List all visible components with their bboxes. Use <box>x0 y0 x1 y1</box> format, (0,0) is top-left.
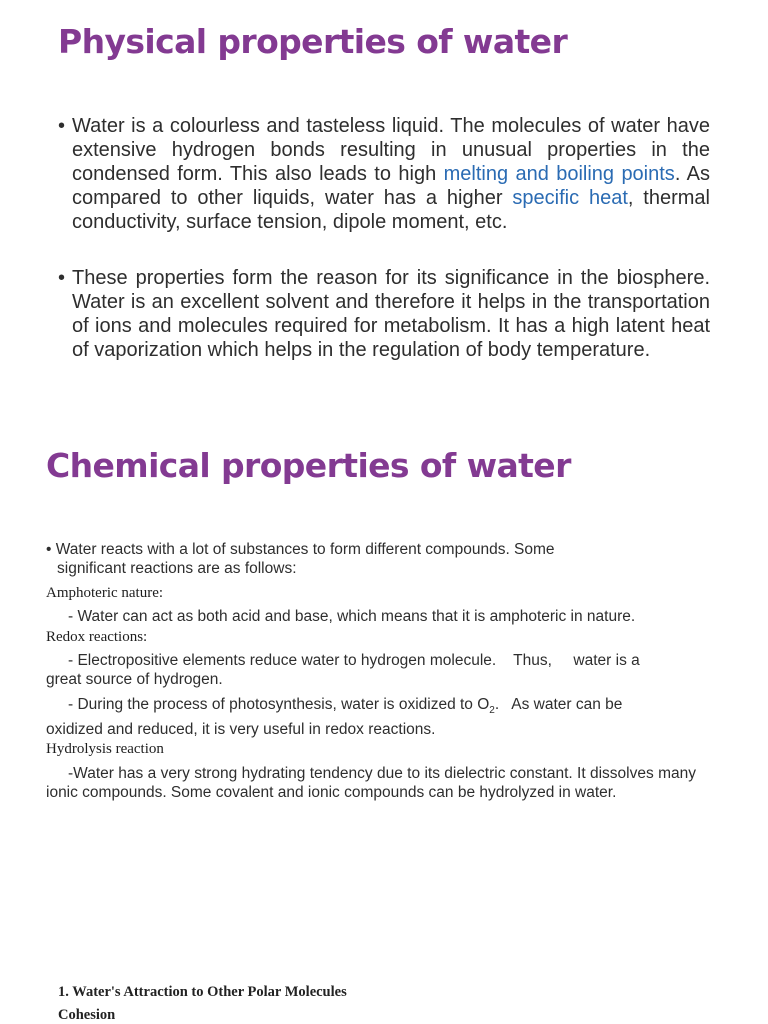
bullet-1-text-b: . As compared to other liquids, water has a higher <box>72 163 710 209</box>
footer-item-2: Cohesion <box>58 1007 116 1023</box>
bullet-1-text-c: , thermal conductivity, surface tension, dipole moment, etc. <box>72 187 711 233</box>
hydrolysis-text: -Water has a very strong hydrating tendency due to its dielectric constant. It dissolves many ionic compounds. Some covalent and ionic compounds can be hydrolyzed in water. <box>46 765 696 801</box>
melting-boiling-points-link[interactable]: melting and boiling points <box>443 163 675 185</box>
chemical-properties-title: Chemical properties of water <box>46 446 571 485</box>
bullet-1-text-a: Water is a colourless and tasteless liquid. The molecules of water have extensive hydrogen bonds resulting in unusual properties in the condensed form. This also leads to high <box>72 115 710 185</box>
amphoteric-heading: Amphoteric nature: <box>46 585 164 601</box>
redox-text-2-b: . As water can be <box>494 696 623 713</box>
specific-heat-link[interactable]: specific heat <box>512 187 628 209</box>
redox-text-1-line-1: - Electropositive elements reduce water to hydrogen molecule. Thus, water is a <box>68 652 640 669</box>
intro-line-2: significant reactions are as follows: <box>57 559 297 577</box>
redox-text-1-line-2: great source of hydrogen. <box>46 670 223 688</box>
chemical-intro <box>46 541 696 578</box>
bullet-dot: • <box>58 267 66 289</box>
redox-text-2 <box>46 696 696 739</box>
redox-heading: Redox reactions: <box>46 629 148 645</box>
bullet-2-text: These properties form the reason for its significance in the biosphere. Water is an excellent solvent and therefore it helps in the transportation of ions and molecules required for metabolism. It has a high latent heat of vaporization which helps in the regulation of body temperature. <box>72 267 710 361</box>
hydrolysis-heading: Hydrolysis reaction <box>46 741 164 757</box>
redox-text-2-line-2: oxidized and reduced, it is very useful in redox reactions. <box>46 720 436 738</box>
physical-bullet-2 <box>58 266 710 362</box>
physical-properties-title: Physical properties of water <box>58 22 568 61</box>
bullet-dot: • <box>58 115 66 137</box>
physical-bullet-1 <box>58 114 710 234</box>
redox-text-1 <box>46 652 696 689</box>
amphoteric-text: - Water can act as both acid and base, which means that it is amphoteric in nature. <box>68 608 636 625</box>
redox-text-2-a: - During the process of photosynthesis, water is oxidized to O <box>68 696 490 713</box>
oxygen-subscript: 2 <box>489 705 495 717</box>
intro-line-1: • Water reacts with a lot of substances to form different compounds. Some <box>46 541 555 558</box>
footer-item-1: 1. Water's Attraction to Other Polar Molecules <box>58 984 347 1000</box>
